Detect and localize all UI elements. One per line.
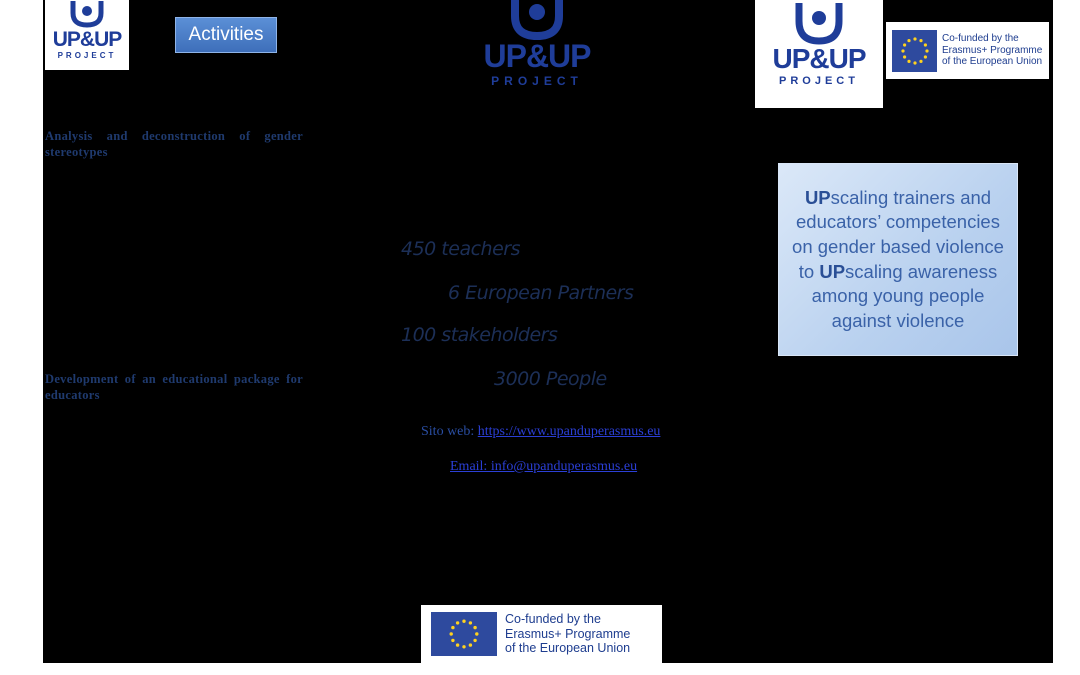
tagline-box <box>778 163 1018 356</box>
website-line <box>421 424 660 440</box>
activities-button[interactable]: Activities <box>175 17 277 53</box>
eu-line-1: Co-funded by the <box>942 33 1019 45</box>
eu-line-2: Erasmus+ Programme <box>942 44 1043 56</box>
eu-flag-icon <box>892 30 937 72</box>
logo-word: UP&UP <box>483 38 591 74</box>
eu-line-3: of the European Union <box>942 56 1043 68</box>
eu-line-2: Erasmus+ Programme <box>505 626 631 641</box>
stat-stakeholders: 100 stakeholders <box>401 324 558 346</box>
logo-top-right <box>755 0 883 108</box>
tagline-text <box>787 186 1009 334</box>
email-link[interactable]: Email: info@upanduperasmus.eu <box>450 459 638 474</box>
stat-partners: 6 European Partners <box>448 282 634 304</box>
activity-item-1: Analysis and deconstruction of gender stereotypes <box>45 129 303 159</box>
email-line <box>450 459 637 475</box>
tagline-part-2: scaling awareness among young people against violence <box>811 260 998 331</box>
activity-item-2: Development of an educational package for educators <box>45 372 303 402</box>
logo-center <box>480 0 594 92</box>
logo-sub: PROJECT <box>57 51 117 60</box>
up-figure-icon <box>67 0 107 29</box>
tagline-up-1: UP <box>804 186 831 208</box>
tagline-up-2: UP <box>819 260 846 282</box>
stat-teachers: 450 teachers <box>401 238 520 260</box>
website-label: Sito web: <box>421 424 475 439</box>
eu-line-1: Co-funded by the <box>505 612 601 627</box>
eu-flag-icon <box>431 612 497 656</box>
logo-word: UP&UP <box>52 28 122 51</box>
logo-sub: PROJECT <box>779 75 859 87</box>
logo-top-left <box>45 0 129 70</box>
logo-sub: PROJECT <box>491 74 583 88</box>
website-link[interactable]: https://www.upanduperasmus.eu <box>477 424 661 439</box>
eu-badge-text <box>505 612 630 655</box>
eu-badge-text <box>942 33 1042 68</box>
eu-badge-top <box>886 22 1049 79</box>
poster-page <box>43 0 1053 663</box>
up-figure-icon <box>791 1 847 45</box>
eu-line-3: of the European Union <box>505 641 631 656</box>
stat-people: 3000 People <box>494 368 607 390</box>
up-figure-icon <box>505 0 569 40</box>
logo-word: UP&UP <box>772 43 866 74</box>
eu-badge-bottom <box>421 605 662 663</box>
tagline-part-1: scaling trainers and educators’ competencies on gender based violence to <box>792 186 1004 282</box>
